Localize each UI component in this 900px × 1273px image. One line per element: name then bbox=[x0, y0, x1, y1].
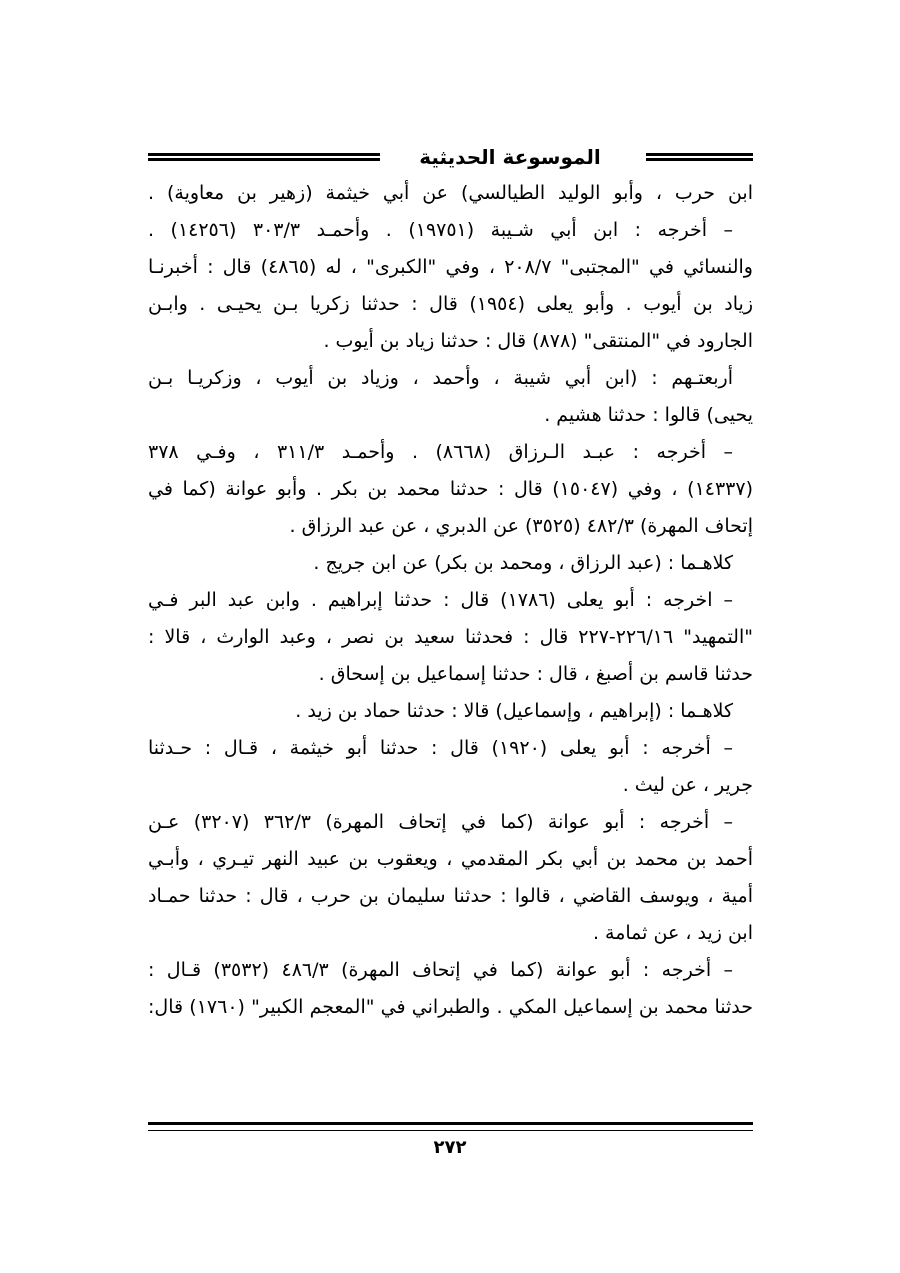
text-line: – اخرجه : أبو يعلى (١٧٨٦) قال : حدثنا إبراهيم . وابن عبد البر فـي bbox=[148, 589, 733, 611]
text-line: إتحاف المهرة) ٤٨٢/٣ (٣٥٢٥) عن الدبري ، عن عبد الرزاق . bbox=[289, 515, 753, 537]
text-line: الجارود في "المنتقى" (٨٧٨) قال : حدثنا زياد بن أيوب . bbox=[323, 330, 753, 352]
text-line: حدثنا قاسم بن أصبغ ، قال : حدثنا إسماعيل بن إسحاق . bbox=[318, 663, 753, 685]
text-line: كلاهـما : (إبراهيم ، وإسماعيل) قالا : حدثنا حماد بن زيد . bbox=[295, 700, 733, 722]
text-line: ابن زيد ، عن ثمامة . bbox=[592, 922, 753, 944]
text-line: – أخرجه : عبـد الـرزاق (٨٦٦٨) . وأحمـد ٣١١/٣ ، وفـي ٣٧٨ bbox=[148, 441, 733, 463]
text-line: (١٤٣٣٧) ، وفي (١٥٠٤٧) قال : حدثنا محمد بن بكر . وأبو عوانة (كما في bbox=[148, 478, 753, 500]
text-line: زياد بن أيوب . وأبو يعلى (١٩٥٤) قال : حدثنا زكريا بـن يحيـى . وابـن bbox=[148, 293, 753, 315]
text-line: والنسائي في "المجتبى" ٢٠٨/٧ ، وفي "الكبرى" ، له (٤٨٦٥) قال : أخبرنـا bbox=[148, 256, 753, 278]
text-line: "التمهيد" ٢٢٦/١٦-٢٢٧ قال : فحدثنا سعيد بن نصر ، وعبد الوارث ، قالا : bbox=[148, 626, 753, 648]
text-line: – أخرجه : أبو عوانة (كما في إتحاف المهرة) ٣٦٢/٣ (٣٢٠٧) عـن bbox=[148, 811, 733, 833]
text-line: – أخرجه : أبو يعلى (١٩٢٠) قال : حدثنا أبو خيثمة ، قـال : حـدثنا bbox=[148, 737, 733, 759]
page-number: ٢٧٢ bbox=[433, 1137, 467, 1158]
text-line: جرير ، عن ليث . bbox=[622, 774, 753, 796]
header-title: الموسوعة الحديثية bbox=[419, 145, 601, 169]
text-line: يحيى) قالوا : حدثنا هشيم . bbox=[544, 404, 753, 426]
footer-rule bbox=[148, 1122, 753, 1131]
text-line: أربعتـهم : (ابن أبي شيبة ، وأحمد ، وزياد بن أيوب ، وزكريـا بـن bbox=[148, 367, 733, 389]
page-body bbox=[148, 175, 753, 1026]
text-line: أحمد بن محمد بن أبي بكر المقدمي ، ويعقوب بن عبيد النهر تيـري ، وأبـي bbox=[148, 848, 753, 870]
header-rule-left bbox=[148, 153, 380, 161]
text-line: ابن حرب ، وأبو الوليد الطيالسي) عن أبي خيثمة (زهير بن معاوية) . bbox=[148, 182, 753, 204]
text-line: كلاهـما : (عبد الرزاق ، ومحمد بن بكر) عن ابن جريج . bbox=[313, 552, 733, 574]
text-line: أمية ، ويوسف القاضي ، قالوا : حدثنا سليمان بن حرب ، قال : حدثنا حمـاد bbox=[148, 885, 753, 907]
text-line: حدثنا محمد بن إسماعيل المكي . والطبراني في "المعجم الكبير" (١٧٦٠) قال: bbox=[148, 996, 753, 1018]
running-header bbox=[148, 143, 753, 171]
text-line: – أخرجه : أبو عوانة (كما في إتحاف المهرة) ٤٨٦/٣ (٣٥٣٢) قـال : bbox=[148, 959, 733, 981]
text-line: – أخرجه : ابن أبي شـيبة (١٩٧٥١) . وأحمـد ٣٠٣/٣ (١٤٢٥٦) . bbox=[148, 219, 733, 241]
header-rule-right bbox=[646, 153, 753, 161]
